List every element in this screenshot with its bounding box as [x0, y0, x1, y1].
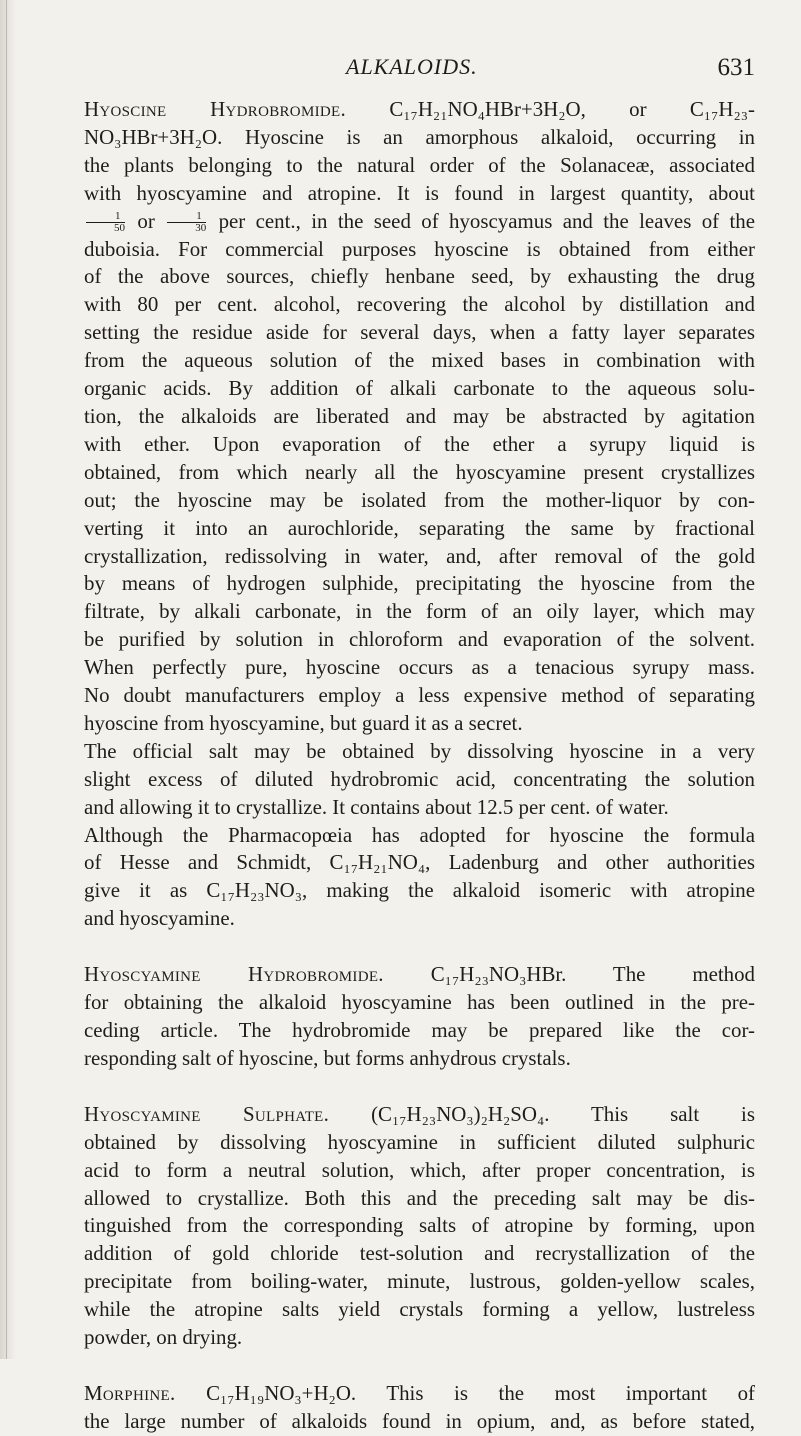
text-line: Hyoscine Hydrobromide. C₁₇H₂₁NO₄HBr+3H₂O, or C₁₇H₂₃- [84, 97, 755, 121]
binding-edge [6, 0, 7, 1359]
text-line: $\frac{1}{50}$ or $\frac{1}{30}$ per cent., in the seed of hyoscyamus and the leaves of the [56, 208, 755, 236]
paragraph-hyoscine-hydrobromide [56, 96, 755, 738]
text-line: for obtaining the alkaloid hyoscyamine has been outlined in the pre- [84, 990, 755, 1015]
paragraph-hyoscyamine-sulphate [56, 1101, 755, 1352]
text-line: No doubt manufacturers employ a less expensive method of separating [84, 683, 755, 708]
text-line: of the above sources, chiefly henbane seed, by exhausting the drug [84, 264, 755, 289]
paragraph-morphine [56, 1380, 755, 1436]
page-binding-shadow [0, 0, 16, 1359]
entry-heading: Hyoscyamine Hydrobromide. [84, 962, 384, 987]
page-body [56, 96, 755, 1436]
text-line: powder, on drying. [84, 1325, 243, 1350]
text-line: from the aqueous solution of the mixed bases in combination with [84, 348, 755, 373]
text-line: and allowing it to crystallize. It contains about 12.5 per cent. of water. [84, 794, 669, 819]
text-line: obtained, from which nearly all the hyoscyamine present crystallizes [84, 459, 755, 484]
text-line: slight excess of diluted hydrobromic acid, concentrating the solution [84, 766, 755, 791]
text-line: filtrate, by alkali carbonate, in the form of an oily layer, which may [84, 599, 755, 624]
text-line: while the atropine salts yield crystals forming a yellow, lustreless [84, 1297, 755, 1322]
text-line: organic acids. By addition of alkali carbonate to the aqueous solu- [84, 376, 755, 401]
text-line: Hyoscyamine Hydrobromide. C₁₇H₂₃NO₃HBr. The method [84, 962, 755, 987]
text-line: ceding article. The hydrobromide may be prepared like the cor- [84, 1018, 755, 1042]
text-line: duboisia. For commercial purposes hyoscine is obtained from either [84, 236, 755, 261]
text-line: out; the hyoscine may be isolated from the mother-liquor by con- [84, 487, 755, 512]
text-line: Although the Pharmacopœia has adopted for hyoscine the formula [84, 822, 755, 847]
paragraph-official-salt [56, 738, 755, 822]
text-line: crystallization, redissolving in water, and, after removal of the gold [84, 543, 755, 568]
text-line: with ether. Upon evaporation of the ether a syrupy liquid is [84, 431, 755, 456]
text-line: When perfectly pure, hyoscine occurs as a tenacious syrupy mass. [84, 655, 755, 680]
paragraph-formula-note [56, 822, 755, 934]
text-line: give it as C₁₇H₂₃NO₃, making the alkaloid isomeric with atropine [84, 878, 755, 903]
text-line: obtained by dissolving hyoscyamine in sufficient diluted sulphuric [84, 1129, 755, 1154]
text-line: addition of gold chloride test-solution and recrystallization of the [84, 1241, 755, 1266]
text-line: the large number of alkaloids found in opium, and, as before stated, [84, 1408, 755, 1433]
entry-heading: Hyoscyamine Sulphate. [84, 1101, 330, 1126]
entry-heading: Hyoscine Hydrobromide. [84, 97, 346, 121]
text-line: of Hesse and Schmidt, C₁₇H₂₁NO₄, Ladenburg and other authorities [84, 850, 755, 875]
text-line: Morphine. C₁₇H₁₉NO₃+H₂O. This is the most important of [84, 1380, 755, 1405]
entry-heading: Morphine. [84, 1380, 176, 1405]
text-line: The official salt may be obtained by dissolving hyoscine in a very [84, 738, 755, 763]
text-line: with hyoscyamine and atropine. It is found in largest quantity, about [84, 180, 755, 205]
text-line: hyoscine from hyoscyamine, but guard it as a secret. [84, 710, 523, 735]
text-line: be purified by solution in chloroform and evaporation of the solvent. [84, 627, 755, 652]
text-line: and hyoscyamine. [84, 906, 235, 931]
text-line: precipitate from boiling-water, minute, lustrous, golden-yellow scales, [84, 1269, 755, 1294]
paragraph-hyoscyamine-hydrobromide [56, 961, 755, 1073]
running-head: ALKALOIDS. [346, 54, 478, 79]
page-header [0, 54, 801, 84]
page-number: 631 [717, 54, 755, 81]
text-line: responding salt of hyoscine, but forms anhydrous crystals. [84, 1045, 571, 1070]
text-line: allowed to crystallize. Both this and the preceding salt may be dis- [84, 1185, 755, 1210]
text-line: setting the residue aside for several days, when a fatty layer separates [84, 320, 755, 345]
text-line: the plants belonging to the natural order of the Solanaceæ, associated [84, 152, 755, 177]
text-line: NO₃HBr+3H₂O. Hyoscine is an amorphous alkaloid, occurring in [84, 124, 755, 149]
fraction: $\frac{1}{50}$ [86, 211, 125, 234]
text-line: verting it into an aurochloride, separating the same by fractional [84, 515, 755, 540]
text-line: acid to form a neutral solution, which, after proper concentration, is [84, 1157, 755, 1182]
text-line: tinguished from the corresponding salts of atropine by forming, upon [84, 1213, 755, 1238]
text-line: tion, the alkaloids are liberated and may be abstracted by agitation [84, 403, 755, 428]
text-line: by means of hydrogen sulphide, precipitating the hyoscine from the [84, 571, 755, 596]
fraction: $\frac{1}{30}$ [167, 211, 206, 234]
text-line: Hyoscyamine Sulphate. (C₁₇H₂₃NO₃)₂H₂SO₄. This salt is [84, 1101, 755, 1126]
text-line: with 80 per cent. alcohol, recovering the alcohol by distillation and [84, 292, 755, 317]
